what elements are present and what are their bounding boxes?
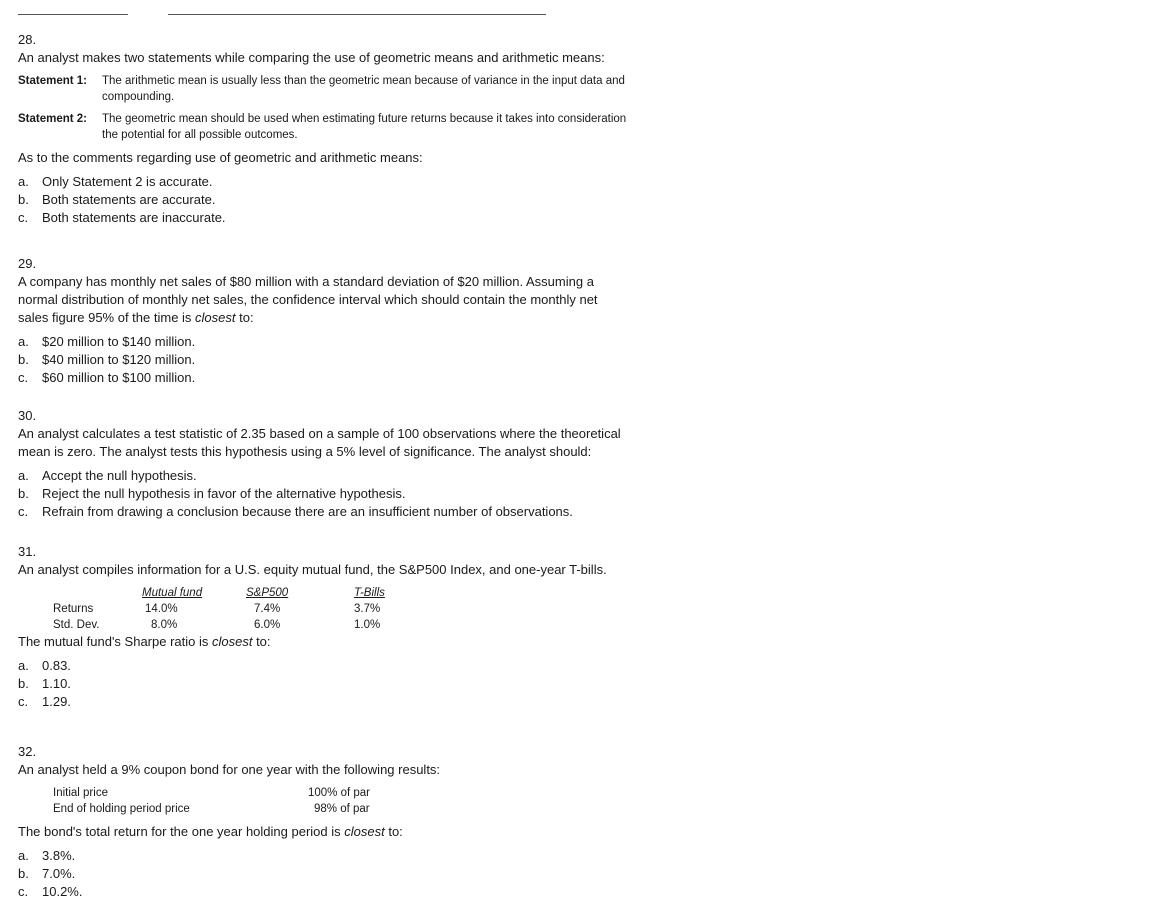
option-c[interactable]	[18, 503, 648, 521]
question-prompt	[18, 633, 658, 651]
prompt-emphasis: closest	[344, 824, 385, 839]
option-text: Refrain from drawing a conclusion because there are an insufficient number of observations.	[42, 504, 573, 519]
table-header: Mutual fund	[142, 587, 203, 599]
option-text: 10.2%.	[42, 884, 83, 899]
table-cell: 8.0%	[151, 619, 178, 631]
option-text: Reject the null hypothesis in favor of the alternative hypothesis.	[42, 486, 406, 501]
question-prompt: As to the comments regarding use of geometric and arithmetic means:	[18, 150, 423, 165]
statement-2	[18, 111, 658, 143]
question-number: 32.	[18, 744, 37, 759]
option-text: Both statements are inaccurate.	[42, 210, 226, 225]
table-cell: 100% of par	[308, 787, 371, 799]
question-text: An analyst makes two statements while comparing the use of geometric means and arithmetic means:	[18, 50, 605, 65]
table-cell: 3.7%	[354, 603, 381, 615]
option-text: 3.8%.	[42, 848, 76, 863]
option-letter: c.	[18, 884, 29, 899]
question-number: 30.	[18, 408, 37, 423]
option-letter: c.	[18, 504, 29, 519]
option-text: $20 million to $140 million.	[42, 334, 196, 349]
statement-label: Statement 2:	[18, 113, 88, 125]
question-text: An analyst calculates a test statistic of 2.35 based on a sample of 100 observations where the theoretical mean is zero. The analyst tests this hypothesis using a 5% level of significance. The analyst should:	[18, 426, 621, 459]
option-c[interactable]	[18, 369, 618, 387]
statement-text: The arithmetic mean is usually less than the geometric mean because of variance in the input data and compounding.	[102, 75, 625, 103]
option-letter: b.	[18, 486, 29, 501]
prompt-part: to:	[384, 824, 403, 839]
answer-options	[18, 333, 618, 387]
answer-options	[18, 173, 658, 227]
statement-1	[18, 73, 658, 105]
option-text: Both statements are accurate.	[42, 192, 216, 207]
option-letter: b.	[18, 866, 29, 881]
prompt-part: The mutual fund's Sharpe ratio is	[18, 634, 212, 649]
answer-options	[18, 657, 658, 711]
option-c[interactable]	[18, 693, 658, 711]
table-cell: 6.0%	[254, 619, 281, 631]
answer-options	[18, 847, 658, 901]
option-letter: a.	[18, 848, 29, 863]
question-32	[18, 744, 658, 901]
option-letter: c.	[18, 210, 29, 225]
row-label: Initial price	[53, 787, 108, 799]
question-number: 31.	[18, 544, 37, 559]
table-header: S&P500	[246, 587, 289, 599]
statement-text: The geometric mean should be used when estimating future returns because it takes into consideration the potential for all possible outcomes.	[102, 113, 627, 141]
option-c[interactable]	[18, 209, 658, 227]
question-31	[18, 544, 658, 711]
option-b[interactable]	[18, 351, 618, 369]
question-text-emphasis: closest	[195, 310, 236, 325]
option-text: Accept the null hypothesis.	[42, 468, 197, 483]
option-letter: a.	[18, 334, 29, 349]
option-text: 0.83.	[42, 658, 71, 673]
row-label: Std. Dev.	[53, 619, 100, 631]
question-30	[18, 408, 648, 521]
option-text: $40 million to $120 million.	[42, 352, 196, 367]
table-cell: 14.0%	[145, 603, 178, 615]
question-number: 29.	[18, 256, 37, 271]
statement-label: Statement 1:	[18, 75, 88, 87]
question-text-part: to:	[235, 310, 254, 325]
option-letter: a.	[18, 658, 29, 673]
option-letter: b.	[18, 676, 29, 691]
option-b[interactable]	[18, 191, 658, 209]
option-b[interactable]	[18, 865, 658, 883]
question-28	[18, 32, 658, 227]
question-29	[18, 256, 618, 387]
option-b[interactable]	[18, 675, 658, 693]
option-letter: b.	[18, 352, 29, 367]
question-text: An analyst compiles information for a U.S. equity mutual fund, the S&P500 Index, and one-year T-bills.	[18, 562, 607, 577]
row-label: End of holding period price	[53, 803, 190, 815]
question-number: 28.	[18, 32, 37, 47]
row-label: Returns	[53, 603, 94, 615]
option-c[interactable]	[18, 883, 658, 901]
question-prompt	[18, 823, 658, 841]
option-a[interactable]	[18, 467, 648, 485]
prompt-part: to:	[252, 634, 271, 649]
table-cell: 7.4%	[254, 603, 281, 615]
top-rule-main	[168, 14, 546, 15]
option-text: $60 million to $100 million.	[42, 370, 196, 385]
table-cell: 98% of par	[314, 803, 370, 815]
option-text: 1.29.	[42, 694, 71, 709]
question-text-part: A company has monthly net sales of $80 million with a standard deviation of $20 million. Assuming a normal distribution of monthly net sales, the confidence interval which should contain the monthly net sales figure 95% of the time is	[18, 274, 598, 325]
option-text: 7.0%.	[42, 866, 76, 881]
question-text: An analyst held a 9% coupon bond for one year with the following results:	[18, 762, 441, 777]
option-a[interactable]	[18, 657, 658, 675]
table-header: T-Bills	[354, 587, 385, 599]
option-a[interactable]	[18, 333, 618, 351]
option-text: 1.10.	[42, 676, 71, 691]
bond-data-table	[18, 785, 658, 817]
option-letter: c.	[18, 694, 29, 709]
prompt-part: The bond's total return for the one year holding period is	[18, 824, 345, 839]
question-text	[18, 273, 618, 327]
fund-data-table	[18, 585, 658, 631]
table-cell: 1.0%	[354, 619, 381, 631]
prompt-emphasis: closest	[211, 634, 253, 649]
option-letter: b.	[18, 192, 29, 207]
option-a[interactable]	[18, 847, 658, 865]
answer-options	[18, 467, 648, 521]
option-a[interactable]	[18, 173, 658, 191]
option-b[interactable]	[18, 485, 648, 503]
top-rule-left	[18, 14, 128, 15]
option-letter: c.	[18, 370, 29, 385]
option-letter: a.	[18, 468, 29, 483]
option-text: Only Statement 2 is accurate.	[42, 174, 213, 189]
option-letter: a.	[18, 174, 29, 189]
